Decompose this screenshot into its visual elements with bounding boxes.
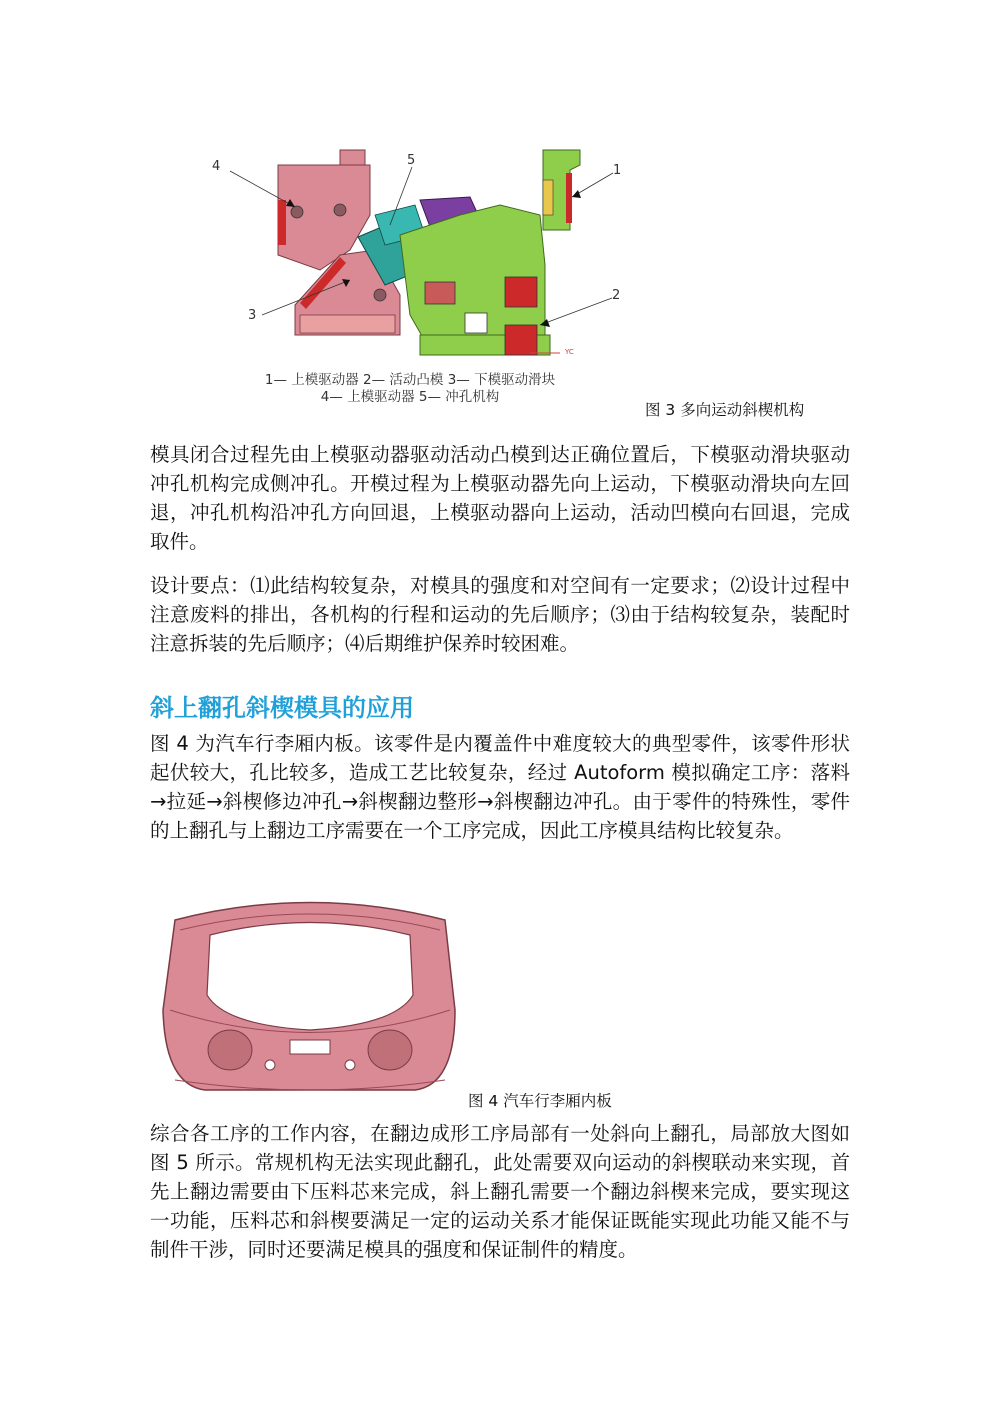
paragraph-4: 综合各工序的工作内容，在翻边成形工序局部有一处斜向上翻孔，局部放大图如图 5 所示。常规机构无法实现此翻孔，此处需要双向运动的斜楔联动来实现，首先上翻边需要由下压料芯来完成，斜上翻孔需要一个翻边斜楔来完成，要实现这一功能，压料芯和斜楔要满足一定的运动关系才能保证既能实现此功能又能不与制件干涉，同时还要满足模具的强度和保证制件的精度。 xyxy=(150,1122,850,1261)
axis-label-yc: YC xyxy=(565,348,574,356)
callout-label-1: 1 xyxy=(613,163,622,178)
figure-4-drawing xyxy=(155,890,465,1100)
callout-label-2: 2 xyxy=(612,288,621,303)
legend-line-2: 4— 上模驱动器 5— 冲孔机构 xyxy=(320,389,500,405)
paragraph-2: 设计要点：⑴此结构较复杂，对模具的强度和对空间有一定要求；⑵设计过程中注意废料的排出，各机构的行程和运动的先后顺序；⑶由于结构较复杂，装配时注意拆装的先后顺序；⑷后期维护保养时较困难。 xyxy=(150,574,850,655)
callout-label-3: 3 xyxy=(248,308,257,323)
paragraph-3: 图 4 为汽车行李厢内板。该零件是内覆盖件中难度较大的典型零件，该零件形状起伏较大，孔比较多，造成工艺比较复杂，经过 Autoform 模拟确定工序：落料→拉延→斜楔修边冲孔→斜楔翻边整形→斜楔翻边冲孔。由于零件的特殊性，零件的上翻孔与上翻边工序需要在一个工序完成，因此工序模具结构比较复杂。 xyxy=(150,732,850,842)
callout-label-4: 4 xyxy=(212,159,221,174)
figure-3-caption: 图 3 多向运动斜楔机构 xyxy=(645,401,805,419)
figure-4-caption: 图 4 汽车行李厢内板 xyxy=(468,1092,612,1110)
legend-line-1: 1— 上模驱动器 2— 活动凸模 3— 下模驱动滑块 xyxy=(264,372,556,388)
figure-3-legend xyxy=(220,372,600,406)
section-heading: 斜上翻孔斜楔模具的应用 xyxy=(150,694,414,722)
paragraph-1: 模具闭合过程先由上模驱动器驱动活动凸模到达正确位置后，下模驱动滑块驱动冲孔机构完成侧冲孔。开模过程为上模驱动器先向上运动，下模驱动滑块向左回退，冲孔机构沿冲孔方向回退，上模驱动器向上运动，活动凹模向右回退，完成取件。 xyxy=(150,443,850,553)
figure-3-drawing xyxy=(200,145,640,370)
callout-label-5: 5 xyxy=(407,153,416,168)
